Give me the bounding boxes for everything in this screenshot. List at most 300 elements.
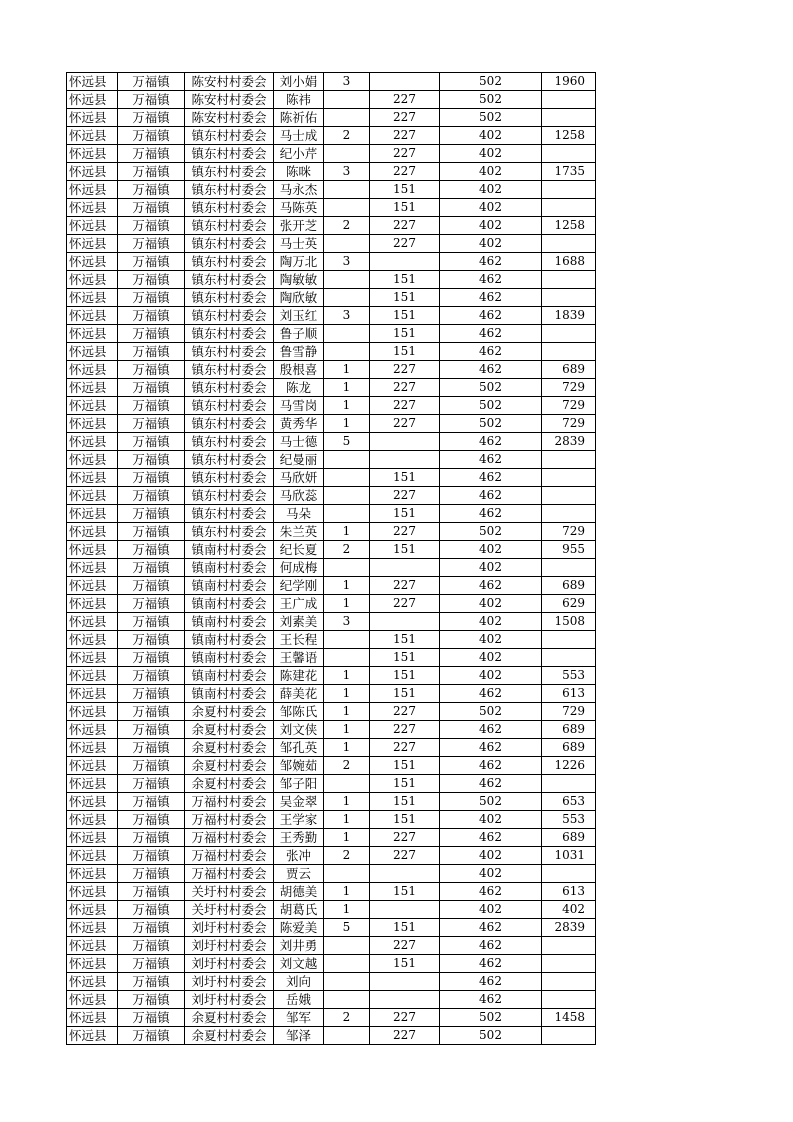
total-cell — [542, 469, 596, 487]
count-cell — [324, 937, 370, 955]
amount-a-cell: 227 — [370, 163, 440, 181]
name-cell: 邹子阳 — [274, 775, 324, 793]
total-cell — [542, 559, 596, 577]
amount-a-cell: 151 — [370, 775, 440, 793]
county-cell: 怀远县 — [67, 811, 118, 829]
town-cell: 万福镇 — [118, 613, 185, 631]
amount-a-cell — [370, 991, 440, 1009]
count-cell: 3 — [324, 73, 370, 91]
committee-cell: 余夏村村委会 — [185, 775, 274, 793]
count-cell: 2 — [324, 541, 370, 559]
amount-a-cell: 227 — [370, 721, 440, 739]
count-cell: 5 — [324, 433, 370, 451]
total-cell — [542, 181, 596, 199]
town-cell: 万福镇 — [118, 325, 185, 343]
records-table — [66, 72, 596, 1045]
count-cell — [324, 487, 370, 505]
table-row — [67, 307, 596, 325]
town-cell: 万福镇 — [118, 919, 185, 937]
total-cell: 1226 — [542, 757, 596, 775]
amount-b-cell: 502 — [440, 415, 542, 433]
amount-a-cell — [370, 451, 440, 469]
amount-b-cell: 502 — [440, 1027, 542, 1045]
table-row — [67, 235, 596, 253]
county-cell: 怀远县 — [67, 433, 118, 451]
amount-a-cell: 227 — [370, 127, 440, 145]
amount-b-cell: 402 — [440, 541, 542, 559]
town-cell: 万福镇 — [118, 883, 185, 901]
name-cell: 王馨语 — [274, 649, 324, 667]
total-cell — [542, 325, 596, 343]
town-cell: 万福镇 — [118, 955, 185, 973]
town-cell: 万福镇 — [118, 1027, 185, 1045]
committee-cell: 万福村村委会 — [185, 847, 274, 865]
table-row — [67, 379, 596, 397]
name-cell: 马士英 — [274, 235, 324, 253]
committee-cell: 镇东村村委会 — [185, 271, 274, 289]
total-cell — [542, 487, 596, 505]
committee-cell: 刘圩村村委会 — [185, 937, 274, 955]
town-cell: 万福镇 — [118, 361, 185, 379]
county-cell: 怀远县 — [67, 973, 118, 991]
total-cell: 613 — [542, 685, 596, 703]
name-cell: 刘素美 — [274, 613, 324, 631]
count-cell — [324, 451, 370, 469]
amount-a-cell: 227 — [370, 415, 440, 433]
amount-b-cell: 402 — [440, 631, 542, 649]
county-cell: 怀远县 — [67, 109, 118, 127]
amount-a-cell: 151 — [370, 811, 440, 829]
table-row — [67, 253, 596, 271]
county-cell: 怀远县 — [67, 667, 118, 685]
table-row — [67, 955, 596, 973]
table-row — [67, 649, 596, 667]
town-cell: 万福镇 — [118, 433, 185, 451]
count-cell: 1 — [324, 397, 370, 415]
amount-a-cell — [370, 613, 440, 631]
amount-a-cell — [370, 865, 440, 883]
amount-a-cell: 151 — [370, 343, 440, 361]
county-cell: 怀远县 — [67, 955, 118, 973]
committee-cell: 陈安村村委会 — [185, 73, 274, 91]
town-cell: 万福镇 — [118, 145, 185, 163]
amount-b-cell: 462 — [440, 991, 542, 1009]
name-cell: 邹军 — [274, 1009, 324, 1027]
name-cell: 陈建花 — [274, 667, 324, 685]
county-cell: 怀远县 — [67, 235, 118, 253]
committee-cell: 镇南村村委会 — [185, 613, 274, 631]
county-cell: 怀远县 — [67, 307, 118, 325]
amount-a-cell: 151 — [370, 667, 440, 685]
amount-b-cell: 462 — [440, 955, 542, 973]
committee-cell: 镇东村村委会 — [185, 469, 274, 487]
county-cell: 怀远县 — [67, 271, 118, 289]
committee-cell: 镇东村村委会 — [185, 397, 274, 415]
town-cell: 万福镇 — [118, 1009, 185, 1027]
name-cell: 黄秀华 — [274, 415, 324, 433]
amount-a-cell: 151 — [370, 685, 440, 703]
count-cell: 1 — [324, 829, 370, 847]
amount-b-cell: 462 — [440, 757, 542, 775]
amount-b-cell: 462 — [440, 253, 542, 271]
total-cell — [542, 271, 596, 289]
county-cell: 怀远县 — [67, 487, 118, 505]
town-cell: 万福镇 — [118, 595, 185, 613]
total-cell: 1688 — [542, 253, 596, 271]
name-cell: 马永杰 — [274, 181, 324, 199]
name-cell: 马士德 — [274, 433, 324, 451]
town-cell: 万福镇 — [118, 811, 185, 829]
table-row — [67, 1009, 596, 1027]
total-cell: 689 — [542, 829, 596, 847]
committee-cell: 镇东村村委会 — [185, 253, 274, 271]
name-cell: 薛美花 — [274, 685, 324, 703]
table-row — [67, 595, 596, 613]
committee-cell: 镇南村村委会 — [185, 649, 274, 667]
committee-cell: 余夏村村委会 — [185, 703, 274, 721]
town-cell: 万福镇 — [118, 649, 185, 667]
county-cell: 怀远县 — [67, 253, 118, 271]
town-cell: 万福镇 — [118, 379, 185, 397]
amount-b-cell: 502 — [440, 703, 542, 721]
name-cell: 张开芝 — [274, 217, 324, 235]
committee-cell: 镇东村村委会 — [185, 235, 274, 253]
amount-a-cell: 227 — [370, 847, 440, 865]
total-cell — [542, 289, 596, 307]
committee-cell: 镇南村村委会 — [185, 685, 274, 703]
count-cell — [324, 469, 370, 487]
amount-b-cell: 462 — [440, 451, 542, 469]
county-cell: 怀远县 — [67, 901, 118, 919]
amount-a-cell: 151 — [370, 649, 440, 667]
count-cell — [324, 325, 370, 343]
total-cell: 729 — [542, 415, 596, 433]
count-cell — [324, 559, 370, 577]
name-cell: 纪小芹 — [274, 145, 324, 163]
town-cell: 万福镇 — [118, 829, 185, 847]
amount-b-cell: 462 — [440, 487, 542, 505]
county-cell: 怀远县 — [67, 559, 118, 577]
amount-a-cell: 151 — [370, 757, 440, 775]
total-cell: 689 — [542, 739, 596, 757]
town-cell: 万福镇 — [118, 847, 185, 865]
count-cell — [324, 199, 370, 217]
table-row — [67, 505, 596, 523]
amount-b-cell: 462 — [440, 469, 542, 487]
table-row — [67, 757, 596, 775]
committee-cell: 陈安村村委会 — [185, 91, 274, 109]
records-table-body — [67, 73, 596, 1045]
amount-b-cell: 402 — [440, 667, 542, 685]
committee-cell: 余夏村村委会 — [185, 757, 274, 775]
table-row — [67, 271, 596, 289]
amount-b-cell: 462 — [440, 289, 542, 307]
amount-b-cell: 402 — [440, 901, 542, 919]
name-cell: 纪学刚 — [274, 577, 324, 595]
table-row — [67, 937, 596, 955]
town-cell: 万福镇 — [118, 451, 185, 469]
amount-b-cell: 502 — [440, 379, 542, 397]
amount-a-cell: 151 — [370, 469, 440, 487]
count-cell — [324, 955, 370, 973]
county-cell: 怀远县 — [67, 595, 118, 613]
amount-b-cell: 462 — [440, 271, 542, 289]
count-cell — [324, 973, 370, 991]
amount-b-cell: 462 — [440, 973, 542, 991]
amount-b-cell: 462 — [440, 505, 542, 523]
table-row — [67, 469, 596, 487]
town-cell: 万福镇 — [118, 109, 185, 127]
table-row — [67, 361, 596, 379]
name-cell: 王学家 — [274, 811, 324, 829]
count-cell: 1 — [324, 703, 370, 721]
table-row — [67, 721, 596, 739]
county-cell: 怀远县 — [67, 991, 118, 1009]
total-cell: 689 — [542, 361, 596, 379]
count-cell: 5 — [324, 919, 370, 937]
town-cell: 万福镇 — [118, 685, 185, 703]
total-cell — [542, 199, 596, 217]
amount-a-cell: 151 — [370, 631, 440, 649]
amount-b-cell: 462 — [440, 775, 542, 793]
amount-a-cell — [370, 901, 440, 919]
committee-cell: 余夏村村委会 — [185, 739, 274, 757]
total-cell — [542, 451, 596, 469]
town-cell: 万福镇 — [118, 721, 185, 739]
name-cell: 朱兰英 — [274, 523, 324, 541]
town-cell: 万福镇 — [118, 541, 185, 559]
count-cell: 1 — [324, 739, 370, 757]
count-cell: 1 — [324, 523, 370, 541]
total-cell: 2839 — [542, 433, 596, 451]
count-cell: 3 — [324, 253, 370, 271]
total-cell — [542, 649, 596, 667]
committee-cell: 镇东村村委会 — [185, 451, 274, 469]
table-row — [67, 523, 596, 541]
name-cell: 马欣妍 — [274, 469, 324, 487]
town-cell: 万福镇 — [118, 415, 185, 433]
total-cell: 689 — [542, 721, 596, 739]
county-cell: 怀远县 — [67, 217, 118, 235]
total-cell: 553 — [542, 667, 596, 685]
table-row — [67, 109, 596, 127]
total-cell: 729 — [542, 523, 596, 541]
total-cell: 629 — [542, 595, 596, 613]
committee-cell: 镇南村村委会 — [185, 631, 274, 649]
total-cell — [542, 955, 596, 973]
committee-cell: 万福村村委会 — [185, 829, 274, 847]
amount-a-cell: 151 — [370, 181, 440, 199]
amount-b-cell: 402 — [440, 613, 542, 631]
county-cell: 怀远县 — [67, 937, 118, 955]
amount-a-cell: 151 — [370, 793, 440, 811]
amount-b-cell: 402 — [440, 595, 542, 613]
town-cell: 万福镇 — [118, 73, 185, 91]
committee-cell: 镇东村村委会 — [185, 523, 274, 541]
count-cell: 1 — [324, 595, 370, 613]
town-cell: 万福镇 — [118, 235, 185, 253]
amount-b-cell: 502 — [440, 523, 542, 541]
town-cell: 万福镇 — [118, 181, 185, 199]
county-cell: 怀远县 — [67, 145, 118, 163]
committee-cell: 陈安村村委会 — [185, 109, 274, 127]
count-cell — [324, 235, 370, 253]
table-row — [67, 559, 596, 577]
county-cell: 怀远县 — [67, 703, 118, 721]
amount-b-cell: 502 — [440, 397, 542, 415]
county-cell: 怀远县 — [67, 361, 118, 379]
county-cell: 怀远县 — [67, 163, 118, 181]
county-cell: 怀远县 — [67, 91, 118, 109]
table-row — [67, 811, 596, 829]
table-row — [67, 883, 596, 901]
amount-a-cell: 227 — [370, 829, 440, 847]
count-cell — [324, 649, 370, 667]
name-cell: 刘小娟 — [274, 73, 324, 91]
committee-cell: 镇南村村委会 — [185, 559, 274, 577]
count-cell: 3 — [324, 613, 370, 631]
amount-a-cell: 151 — [370, 199, 440, 217]
count-cell — [324, 631, 370, 649]
table-row — [67, 145, 596, 163]
name-cell: 陶欣敏 — [274, 289, 324, 307]
county-cell: 怀远县 — [67, 793, 118, 811]
name-cell: 刘文越 — [274, 955, 324, 973]
name-cell: 岳娥 — [274, 991, 324, 1009]
town-cell: 万福镇 — [118, 505, 185, 523]
committee-cell: 镇东村村委会 — [185, 433, 274, 451]
name-cell: 何成梅 — [274, 559, 324, 577]
count-cell — [324, 289, 370, 307]
total-cell — [542, 973, 596, 991]
amount-b-cell: 402 — [440, 559, 542, 577]
name-cell: 纪长夏 — [274, 541, 324, 559]
amount-b-cell: 462 — [440, 361, 542, 379]
town-cell: 万福镇 — [118, 703, 185, 721]
town-cell: 万福镇 — [118, 523, 185, 541]
committee-cell: 镇东村村委会 — [185, 289, 274, 307]
amount-b-cell: 462 — [440, 433, 542, 451]
amount-b-cell: 402 — [440, 217, 542, 235]
table-row — [67, 181, 596, 199]
name-cell: 吴金翠 — [274, 793, 324, 811]
county-cell: 怀远县 — [67, 181, 118, 199]
town-cell: 万福镇 — [118, 487, 185, 505]
amount-a-cell: 227 — [370, 577, 440, 595]
count-cell: 1 — [324, 415, 370, 433]
amount-a-cell — [370, 559, 440, 577]
town-cell: 万福镇 — [118, 739, 185, 757]
table-row — [67, 685, 596, 703]
town-cell: 万福镇 — [118, 253, 185, 271]
table-row — [67, 901, 596, 919]
county-cell: 怀远县 — [67, 613, 118, 631]
count-cell: 1 — [324, 577, 370, 595]
table-row — [67, 739, 596, 757]
total-cell — [542, 235, 596, 253]
committee-cell: 镇东村村委会 — [185, 199, 274, 217]
table-row — [67, 433, 596, 451]
county-cell: 怀远县 — [67, 649, 118, 667]
committee-cell: 镇东村村委会 — [185, 145, 274, 163]
count-cell: 1 — [324, 811, 370, 829]
county-cell: 怀远县 — [67, 757, 118, 775]
amount-b-cell: 502 — [440, 793, 542, 811]
committee-cell: 关圩村村委会 — [185, 883, 274, 901]
town-cell: 万福镇 — [118, 577, 185, 595]
amount-a-cell: 151 — [370, 325, 440, 343]
county-cell: 怀远县 — [67, 451, 118, 469]
amount-b-cell: 462 — [440, 577, 542, 595]
town-cell: 万福镇 — [118, 343, 185, 361]
name-cell: 陈祈佑 — [274, 109, 324, 127]
count-cell: 2 — [324, 847, 370, 865]
committee-cell: 万福村村委会 — [185, 811, 274, 829]
name-cell: 王长程 — [274, 631, 324, 649]
amount-a-cell: 227 — [370, 91, 440, 109]
table-row — [67, 541, 596, 559]
amount-b-cell: 462 — [440, 685, 542, 703]
name-cell: 陈龙 — [274, 379, 324, 397]
total-cell: 1839 — [542, 307, 596, 325]
town-cell: 万福镇 — [118, 469, 185, 487]
amount-a-cell: 227 — [370, 937, 440, 955]
name-cell: 陈咪 — [274, 163, 324, 181]
count-cell — [324, 109, 370, 127]
count-cell — [324, 181, 370, 199]
amount-a-cell: 227 — [370, 361, 440, 379]
amount-a-cell: 151 — [370, 307, 440, 325]
total-cell: 2839 — [542, 919, 596, 937]
committee-cell: 镇东村村委会 — [185, 163, 274, 181]
committee-cell: 镇东村村委会 — [185, 217, 274, 235]
county-cell: 怀远县 — [67, 505, 118, 523]
count-cell — [324, 505, 370, 523]
amount-a-cell: 227 — [370, 217, 440, 235]
table-row — [67, 1027, 596, 1045]
total-cell: 729 — [542, 379, 596, 397]
count-cell: 1 — [324, 667, 370, 685]
count-cell: 2 — [324, 217, 370, 235]
table-row — [67, 289, 596, 307]
amount-a-cell: 227 — [370, 109, 440, 127]
county-cell: 怀远县 — [67, 73, 118, 91]
town-cell: 万福镇 — [118, 397, 185, 415]
amount-b-cell: 462 — [440, 343, 542, 361]
count-cell — [324, 271, 370, 289]
name-cell: 邹婉茹 — [274, 757, 324, 775]
county-cell: 怀远县 — [67, 739, 118, 757]
town-cell: 万福镇 — [118, 667, 185, 685]
table-row — [67, 487, 596, 505]
count-cell: 1 — [324, 721, 370, 739]
table-row — [67, 451, 596, 469]
total-cell: 1258 — [542, 127, 596, 145]
table-row — [67, 973, 596, 991]
town-cell: 万福镇 — [118, 865, 185, 883]
total-cell — [542, 145, 596, 163]
total-cell: 1258 — [542, 217, 596, 235]
town-cell: 万福镇 — [118, 559, 185, 577]
total-cell — [542, 343, 596, 361]
name-cell: 王秀勤 — [274, 829, 324, 847]
committee-cell: 镇东村村委会 — [185, 379, 274, 397]
table-row — [67, 919, 596, 937]
count-cell — [324, 343, 370, 361]
committee-cell: 万福村村委会 — [185, 865, 274, 883]
committee-cell: 余夏村村委会 — [185, 1027, 274, 1045]
committee-cell: 镇南村村委会 — [185, 577, 274, 595]
